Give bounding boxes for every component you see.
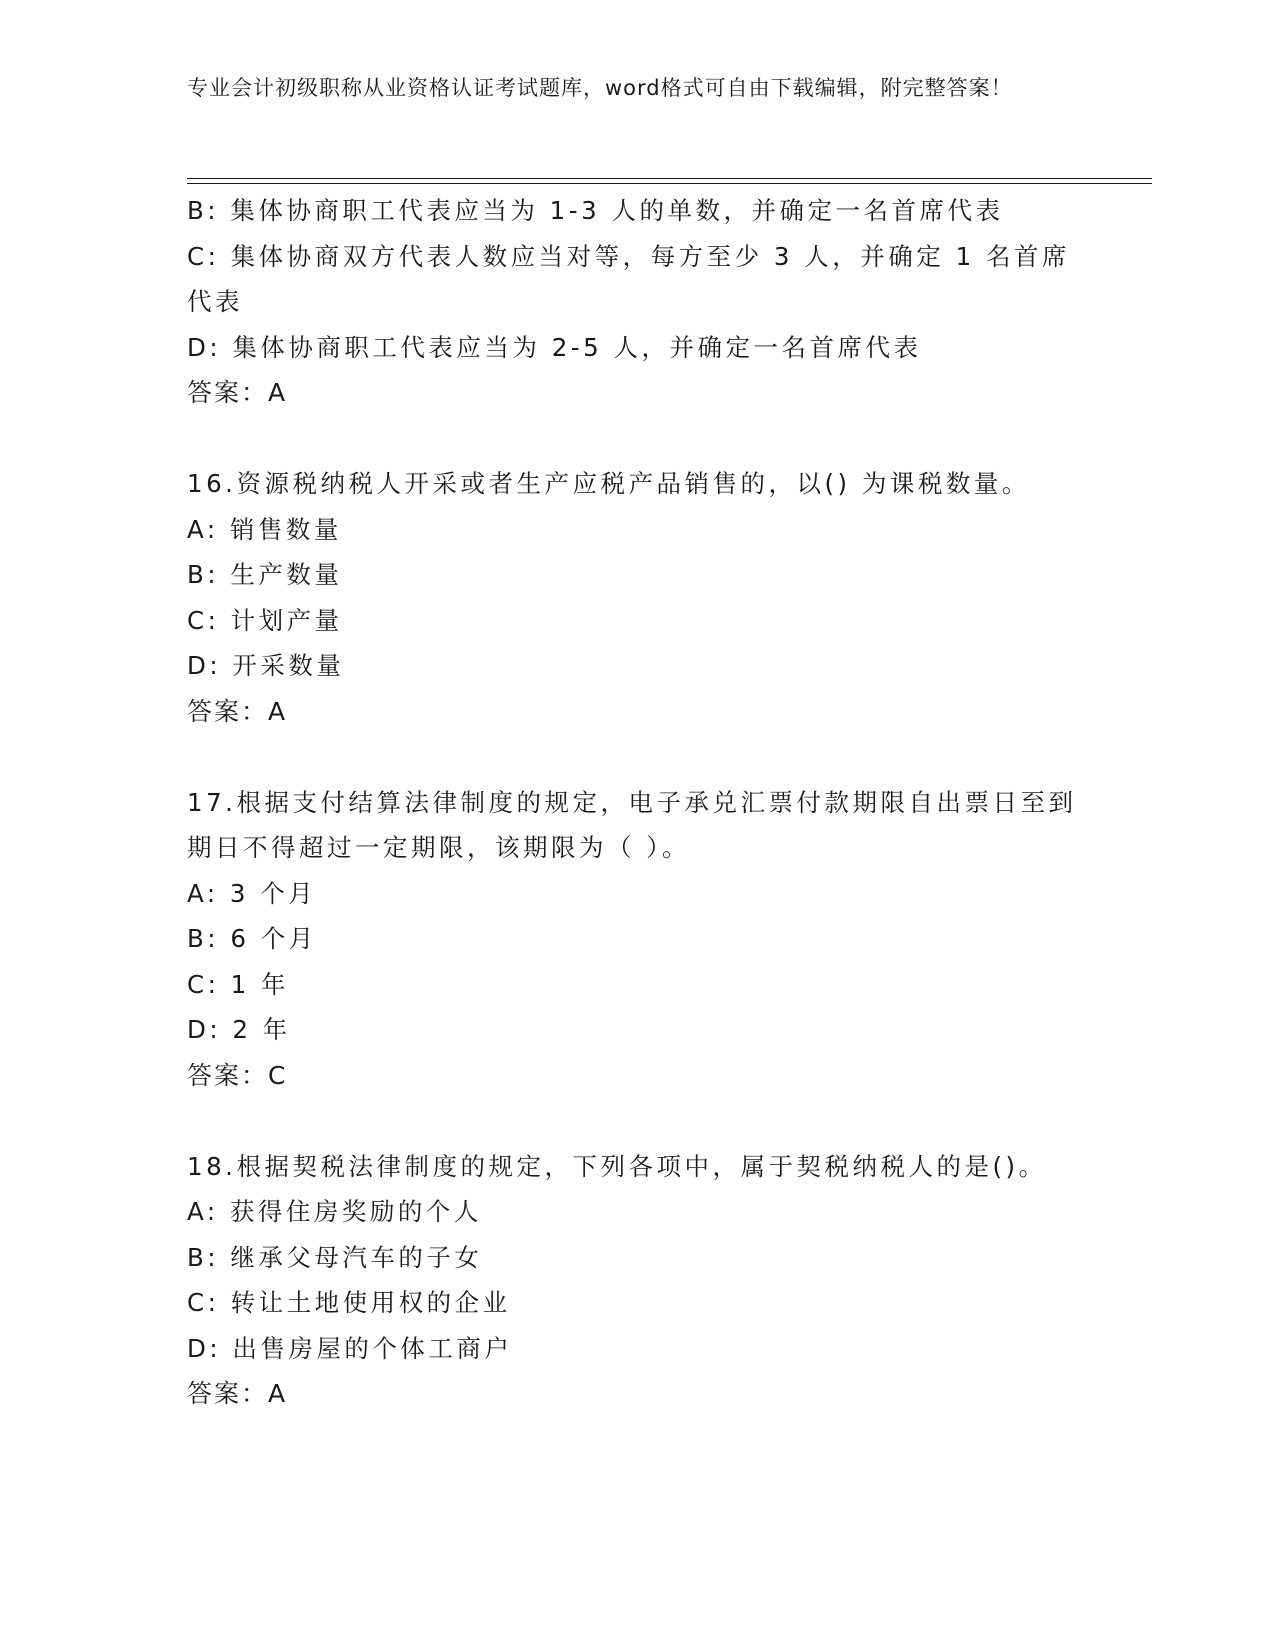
option-c: C: 转让土地使用权的企业: [187, 1288, 511, 1317]
option-a: A: 3 个月: [187, 878, 317, 908]
question-stem: 18.根据契税法律制度的规定，下列各项中，属于契税纳税人的是()。: [187, 1151, 1047, 1181]
answer: 答案：A: [187, 378, 288, 407]
question-15-continued: [187, 188, 1087, 416]
question-17: [187, 780, 1087, 1099]
header-rule-bottom: [187, 183, 1152, 184]
answer: 答案：A: [187, 1379, 288, 1408]
question-stem: 16.资源税纳税人开采或者生产应税产品销售的，以() 为课税数量。: [187, 469, 1030, 498]
question-16: [187, 461, 1087, 734]
question-stem: 17.根据支付结算法律制度的规定，电子承兑汇票付款期限自出票日至到期日不得超过一定期限，该期限为（ ）。: [187, 787, 1077, 862]
option-b: B: 生产数量: [187, 560, 343, 589]
option-a: A: 销售数量: [187, 514, 342, 544]
document-body: [187, 188, 1087, 1417]
header-rule-top: [187, 178, 1152, 179]
option-a: A: 获得住房奖励的个人: [187, 1197, 482, 1226]
option-b: B: 6 个月: [187, 924, 317, 953]
option-d: D: 开采数量: [187, 651, 345, 680]
answer: 答案：A: [187, 696, 288, 726]
option-b: B: 继承父母汽车的子女: [187, 1242, 483, 1272]
option-d: D: 出售房屋的个体工商户: [187, 1333, 513, 1363]
spacer: [187, 734, 1087, 780]
option-c: C: 1 年: [187, 969, 290, 999]
option-c: C: 计划产量: [187, 605, 343, 635]
spacer: [187, 416, 1087, 462]
document-header: 专业会计初级职称从业资格认证考试题库，word格式可自由下载编辑，附完整答案！: [187, 76, 1013, 100]
option-d: D: 2 年: [187, 1015, 291, 1044]
question-18: [187, 1144, 1087, 1417]
option-b: B: 集体协商职工代表应当为 1-3 人的单数，并确定一名首席代表: [187, 196, 1004, 225]
option-d: D: 集体协商职工代表应当为 2-5 人，并确定一名首席代表: [187, 332, 922, 362]
spacer: [187, 1098, 1087, 1144]
option-c: C: 集体协商双方代表人数应当对等，每方至少 3 人，并确定 1 名首席代表: [187, 241, 1070, 316]
answer: 答案：C: [187, 1060, 288, 1090]
